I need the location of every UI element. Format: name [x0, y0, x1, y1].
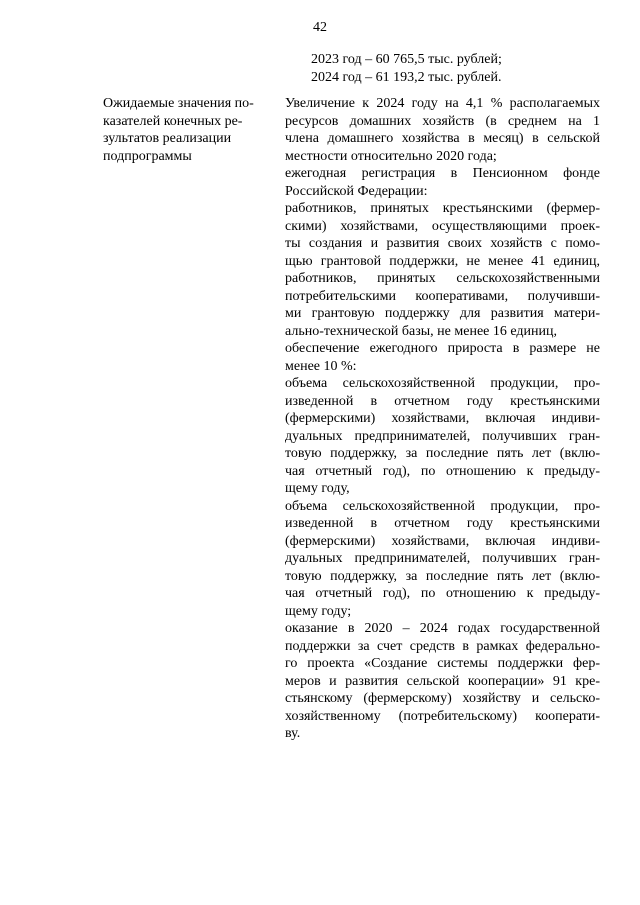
text-line: (фермерскими) хозяйствами, включая индиви- — [285, 533, 600, 549]
text-line: ты создания и развития своих хозяйств с помо- — [285, 236, 600, 251]
text-line: хозяйственному (потребительскому) кооперати- — [285, 708, 600, 724]
funding-line: 2024 год – 61 193,2 тыс. рублей. — [311, 69, 502, 85]
text-line: потребительскими кооперативами, получивши- — [285, 288, 600, 304]
text-line: обеспечение ежегодного прироста в размере не — [285, 341, 600, 356]
text-line: поддержки за счет средств в рамках федерально- — [285, 638, 600, 654]
text-line: ально-технической базы, не менее 16 единиц, — [285, 323, 557, 339]
label-line: казателей конечных ре- — [103, 113, 243, 129]
text-line: скими) хозяйствами, осуществляющими проек- — [285, 218, 600, 234]
text-line: работников, принятых сельскохозяйственными — [285, 271, 600, 286]
text-line: Российской Федерации: — [285, 183, 428, 199]
label-line: подпрограммы — [103, 148, 192, 164]
text-line: объема сельскохозяйственной продукции, про- — [285, 376, 600, 391]
text-line: щему году, — [285, 481, 350, 496]
funding-line: 2023 год – 60 765,5 тыс. рублей; — [311, 52, 502, 67]
text-line: члена домашнего хозяйства в месяц) в сельской — [285, 131, 600, 146]
text-line: оказание в 2020 – 2024 годах государственной — [285, 621, 600, 636]
text-line: менее 10 %: — [285, 358, 357, 374]
text-line: дуальных предпринимателей, получивших гран- — [285, 428, 600, 444]
indicator-label — [103, 95, 268, 165]
text-line: стьянскому (фермерскому) хозяйству и сельско- — [285, 691, 600, 706]
label-line: зультатов реализации — [103, 131, 232, 146]
text-line: товую поддержку, за последние пять лет (вклю- — [285, 568, 600, 584]
text-line: местности относительно 2020 года; — [285, 148, 497, 164]
text-line: щему году; — [285, 603, 352, 619]
text-line: ежегодная регистрация в Пенсионном фонде — [285, 166, 600, 181]
funding-lines — [311, 51, 611, 86]
indicator-description — [285, 95, 600, 743]
text-line: чая отчетный год), по отношению к предыду- — [285, 463, 600, 479]
text-line: ми грантовую поддержку для развития матери- — [285, 306, 600, 321]
text-line: меров и развития сельской кооперации» 91 кре- — [285, 673, 600, 689]
text-line: щью грантовой поддержки, не менее 41 единиц, — [285, 253, 600, 269]
text-line: изведенной в отчетном году крестьянскими — [285, 516, 600, 531]
text-line: чая отчетный год), по отношению к предыду- — [285, 586, 600, 601]
text-line: товую поддержку, за последние пять лет (вклю- — [285, 446, 600, 461]
text-line: работников, принятых крестьянскими (фермер- — [285, 201, 600, 216]
text-line: ресурсов домашних хозяйств (в среднем на 1 — [285, 113, 600, 129]
text-line: (фермерскими) хозяйствами, включая индиви- — [285, 411, 600, 426]
text-line: дуальных предпринимателей, получивших гран- — [285, 551, 600, 566]
text-line: ву. — [285, 726, 301, 741]
label-line: Ожидаемые значения по- — [103, 96, 254, 111]
text-line: го проекта «Создание системы поддержки фер- — [285, 656, 600, 671]
text-line: объема сельскохозяйственной продукции, про- — [285, 498, 600, 514]
text-line: Увеличение к 2024 году на 4,1 % располагаемых — [285, 96, 600, 111]
page-number: 42 — [313, 20, 327, 35]
text-line: изведенной в отчетном году крестьянскими — [285, 393, 600, 409]
